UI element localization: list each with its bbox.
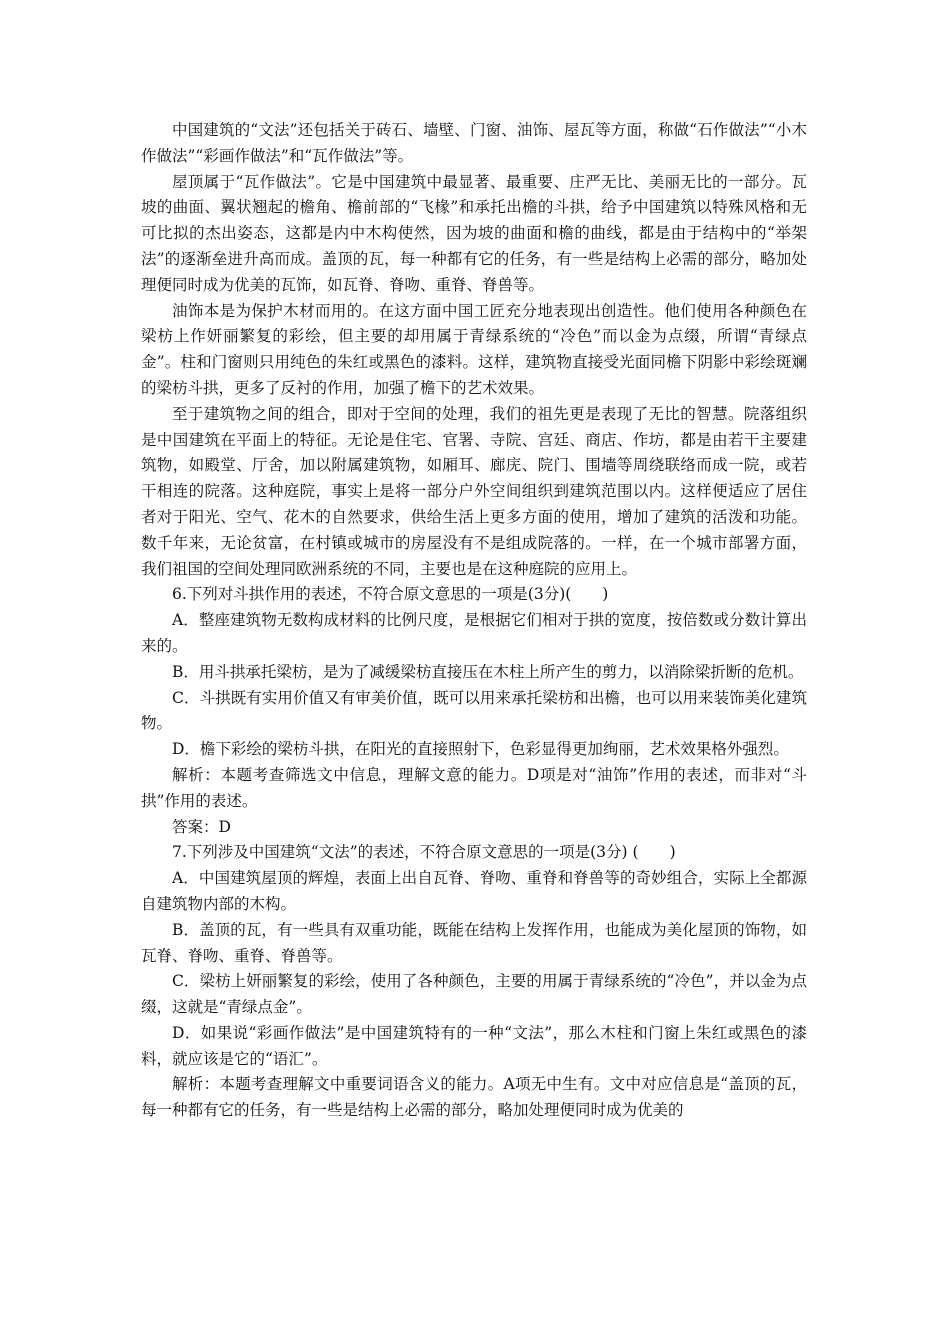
- question-6-analysis: 解析：本题考查筛选文中信息，理解文意的能力。D项是对“油饰”作用的表述，而非对“斗拱”作用的表述。: [141, 765, 807, 810]
- question-7-option-b: B．盖顶的瓦，有一些具有双重功能，既能在结构上发挥作用，也能成为美化屋顶的饰物，如瓦脊、脊吻、重脊、脊兽等。: [141, 920, 807, 965]
- question-7-stem: 7.下列涉及中国建筑“文法”的表述，不符合原文意思的一项是(3分) ( ): [172, 843, 676, 862]
- question-6-option-d: D．檐下彩绘的梁枋斗拱，在阳光的直接照射下，色彩显得更加绚丽，艺术效果格外强烈。: [172, 740, 789, 759]
- passage-paragraph-4: 至于建筑物之间的组合，即对于空间的处理，我们的祖先更是表现了无比的智慧。院落组织是中国建筑在平面上的特征。无论是住宅、官署、寺院、宫廷、商店、作坊，都是由若干主要建筑物，如殿堂、厅舍，加以附属建筑物，如厢耳、廊庑、院门、围墙等周绕联络而成一院，或若干相连的院落。这种庭院，事实上是将一部分户外空间组织到建筑范围以内。这样便适应了居住者对于阳光、空气、花木的自然要求，供给生活上更多方面的使用，增加了建筑的活泼和功能。数千年来，无论贫富，在村镇或城市的房屋没有不是组成院落的。一样，在一个城市部署方面，我们祖国的空间处理同欧洲系统的不同，主要也是在这种庭院的应用上。: [141, 404, 807, 578]
- question-7-analysis: 解析：本题考查理解文中重要词语含义的能力。A项无中生有。文中对应信息是“盖顶的瓦，每一种都有它的任务，有一些是结构上必需的部分，略加处理便同时成为优美的: [141, 1075, 807, 1120]
- passage-paragraph-3: 油饰本是为保护木材而用的。在这方面中国工匠充分地表现出创造性。他们使用各种颜色在梁枋上作妍丽繁复的彩绘，但主要的却用属于青绿系统的“冷色”而以金为点缀，所谓“青绿点金”。柱和门窗则只用纯色的朱红或黑色的漆料。这样，建筑物直接受光面同檐下阴影中彩绘斑斓的梁枋斗拱，更多了反衬的作用，加强了檐下的艺术效果。: [141, 301, 807, 397]
- document-page: [141, 118, 807, 1124]
- question-6-option-a: A．整座建筑物无数构成材料的比例尺度，是根据它们相对于拱的宽度，按倍数或分数计算出来的。: [141, 611, 807, 655]
- question-7-option-c: C．梁枋上妍丽繁复的彩绘，使用了各种颜色，主要的用属于青绿系统的“冷色”，并以金为点缀，这就是“青绿点金”。: [141, 972, 807, 1017]
- passage-paragraph-2: 屋顶属于“瓦作做法”。它是中国建筑中最显著、最重要、庄严无比、美丽无比的一部分。瓦坡的曲面、翼状翘起的檐角、檐前部的“飞椽”和承托出檐的斗拱，给予中国建筑以特殊风格和无可比拟的杰出姿态，这都是内中木构使然，因为坡的曲面和檐的曲线，都是由于结构中的“举架法”的逐渐垒进升高而成。盖顶的瓦，每一种都有它的任务，有一些是结构上必需的部分，略加处理便同时成为优美的瓦饰，如瓦脊、脊吻、重脊、脊兽等。: [141, 172, 807, 294]
- question-6-option-b: B．用斗拱承托梁枋，是为了减缓梁枋直接压在木柱上所产生的剪力，以消除梁折断的危机。: [172, 662, 804, 681]
- question-6-answer: 答案：D: [172, 817, 231, 836]
- passage-paragraph-1: 中国建筑的“文法”还包括关于砖石、墙壁、门窗、油饰、屋瓦等方面，称做“石作做法”“小木作做法”“彩画作做法”和“瓦作做法”等。: [141, 121, 807, 165]
- question-6-stem: 6.下列对斗拱作用的表述，不符合原文意思的一项是(3分)( ): [172, 585, 609, 604]
- question-7-option-d: D．如果说“彩画作做法”是中国建筑特有的一种“文法”，那么木柱和门窗上朱红或黑色的漆料，就应该是它的“语汇”。: [141, 1023, 807, 1068]
- question-7-option-a: A．中国建筑屋顶的辉煌，表面上出自瓦脊、脊吻、重脊和脊兽等的奇妙组合，实际上全都源自建筑物内部的木构。: [141, 869, 807, 913]
- question-6-option-c: C．斗拱既有实用价值又有审美价值，既可以用来承托梁枋和出檐，也可以用来装饰美化建筑物。: [141, 688, 807, 733]
